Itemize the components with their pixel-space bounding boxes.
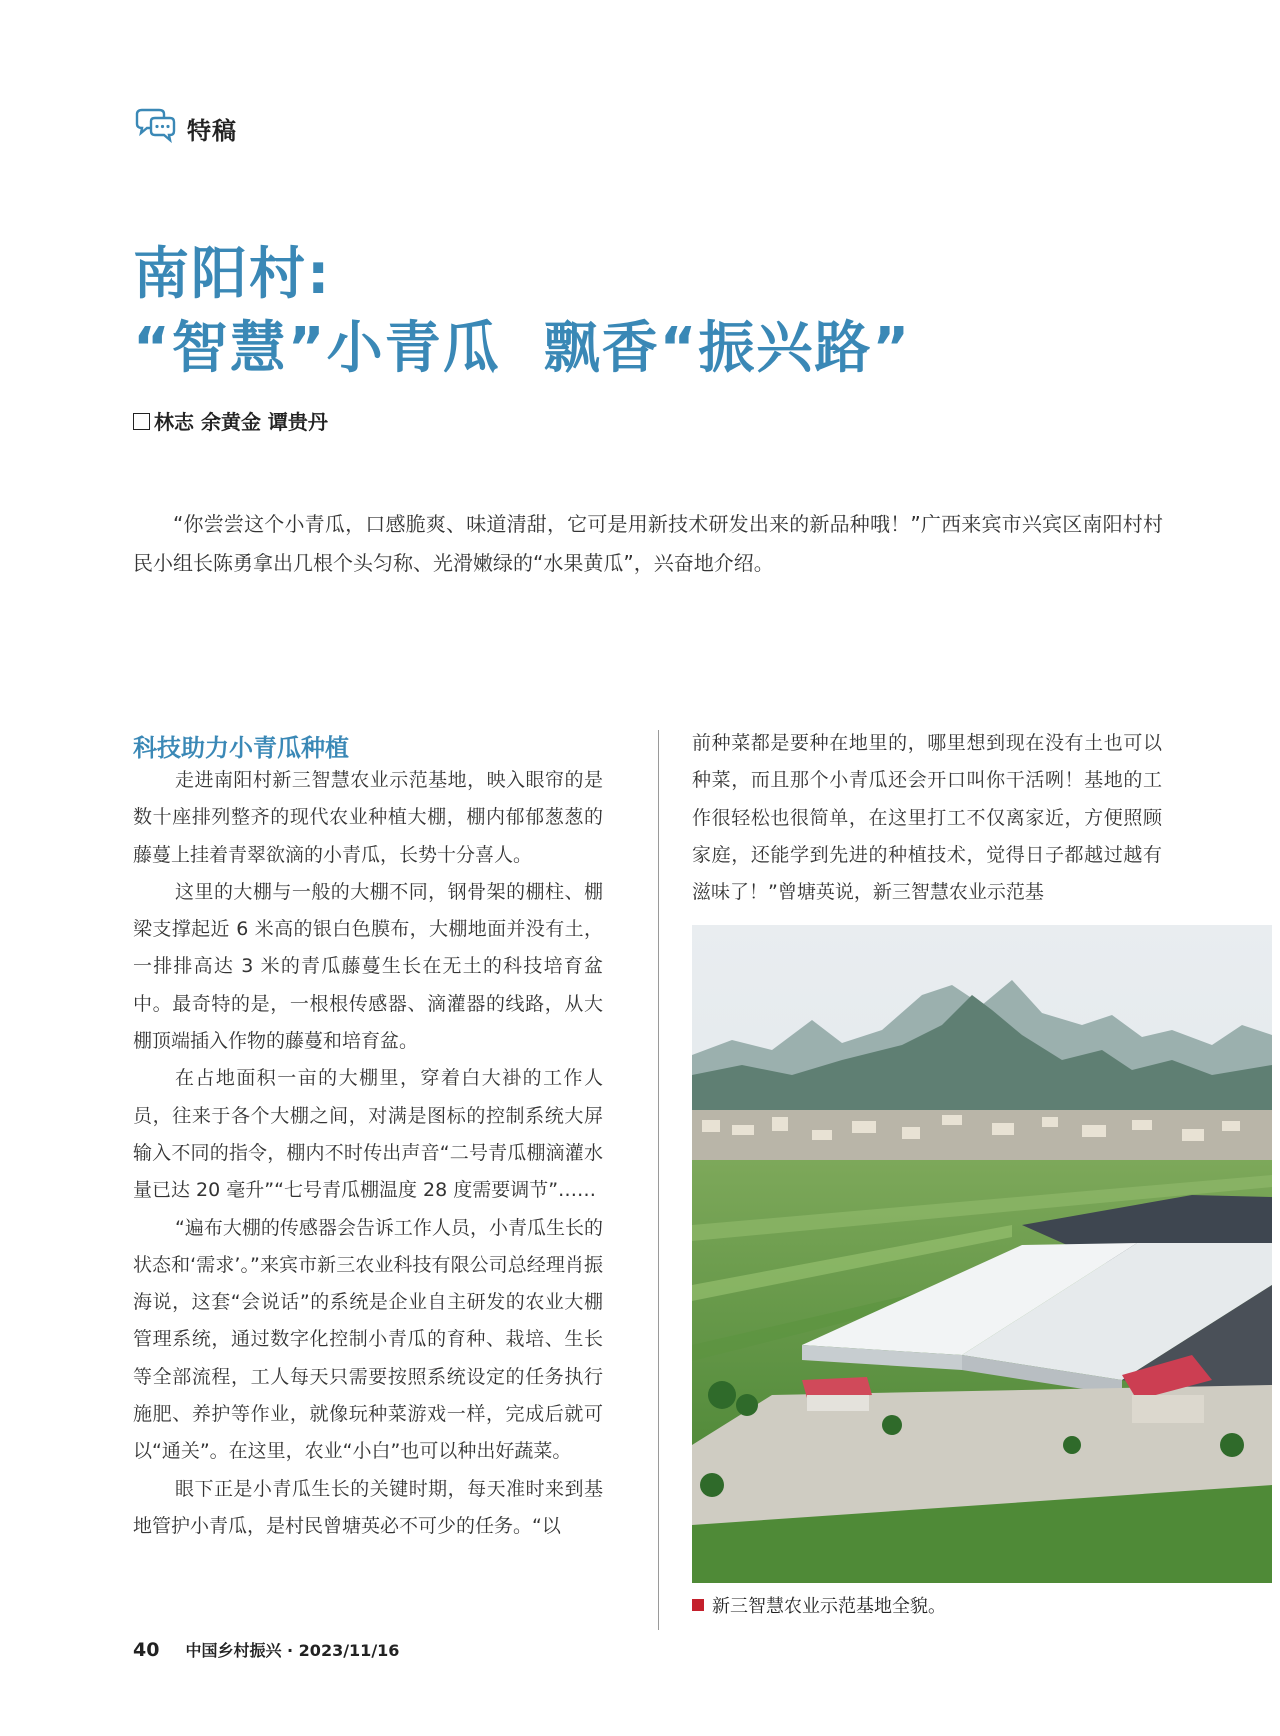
body-paragraph: 走进南阳村新三智慧农业示范基地，映入眼帘的是数十座排列整齐的现代农业种植大棚，棚内郁郁葱葱的藤蔓上挂着青翠欲滴的小青瓜，长势十分喜人。 bbox=[133, 769, 603, 866]
caption-marker-icon bbox=[692, 1599, 704, 1611]
column-divider bbox=[658, 730, 659, 1630]
greenhouse-base-photo bbox=[692, 925, 1272, 1583]
publication-info: 中国乡村振兴 · 2023/11/16 bbox=[185, 1641, 400, 1660]
body-paragraph: “遍布大棚的传感器会告诉工作人员，小青瓜生长的状态和‘需求’。”来宾市新三农业科技有限公司总经理肖振海说，这套“会说话”的系统是企业自主研发的农业大棚管理系统，通过数字化控制小青瓜的育种、栽培、生长等全部流程，工人每天只需要按照系统设定的任务执行施肥、养护等作业，就像玩种菜游戏一样，完成后就可以“通关”。在这里，农业“小白”也可以种出好蔬菜。 bbox=[133, 1216, 603, 1463]
body-paragraph: 在占地面积一亩的大棚里，穿着白大褂的工作人员，往来于各个大棚之间，对满是图标的控制系统大屏输入不同的指令，棚内不时传出声音“二号青瓜棚滴灌水量已达 20 毫升”“七号青瓜棚温度 28 度需要调节”…… bbox=[133, 1067, 603, 1202]
right-column bbox=[692, 725, 1162, 911]
photo-caption bbox=[692, 1592, 946, 1618]
lead-paragraph: “你尝尝这个小青瓜，口感脆爽、味道清甜，它可是用新技术研发出来的新品种哦！”广西来宾市兴宾区南阳村村民小组长陈勇拿出几根个头匀称、光滑嫩绿的“水果黄瓜”，兴奋地介绍。 bbox=[133, 512, 1163, 575]
authors: 林志 余黄金 谭贵丹 bbox=[154, 410, 328, 434]
title-line-2: “智慧”小青瓜 飘香“振兴路” bbox=[133, 316, 912, 381]
body-paragraph: 眼下正是小青瓜生长的关键时期，每天准时来到基地管护小青瓜，是村民曾塘英必不可少的任务。“以 bbox=[133, 1477, 603, 1537]
article-title bbox=[133, 238, 911, 386]
title-line-1: 南阳村: bbox=[133, 242, 332, 307]
caption-text: 新三智慧农业示范基地全貌。 bbox=[712, 1596, 946, 1617]
section-subheading: 科技助力小青瓜种植 bbox=[133, 734, 349, 762]
section-label: 特稿 bbox=[187, 116, 237, 145]
body-paragraph: 前种菜都是要种在地里的，哪里想到现在没有土也可以种菜，而且那个小青瓜还会开口叫你干活咧！基地的工作很轻松也很简单，在这里打工不仅离家近，方便照顾家庭，还能学到先进的种植技术，觉得日子都越过越有滋味了！”曾塘英说，新三智慧农业示范基 bbox=[692, 732, 1162, 904]
section-tag bbox=[133, 108, 237, 148]
byline-box-icon bbox=[133, 413, 150, 430]
body-paragraph: 这里的大棚与一般的大棚不同，钢骨架的棚柱、棚梁支撑起近 6 米高的银白色膜布，大棚地面并没有土，一排排高达 3 米的青瓜藤蔓生长在无土的科技培育盆中。最奇特的是，一根根传感器、滴灌器的线路，从大棚顶端插入作物的藤蔓和培育盆。 bbox=[133, 880, 603, 1053]
page-number: 40 bbox=[133, 1639, 160, 1661]
speech-bubbles-icon bbox=[133, 108, 177, 148]
byline bbox=[133, 406, 328, 435]
page-footer bbox=[133, 1638, 399, 1661]
left-column bbox=[133, 762, 603, 1545]
